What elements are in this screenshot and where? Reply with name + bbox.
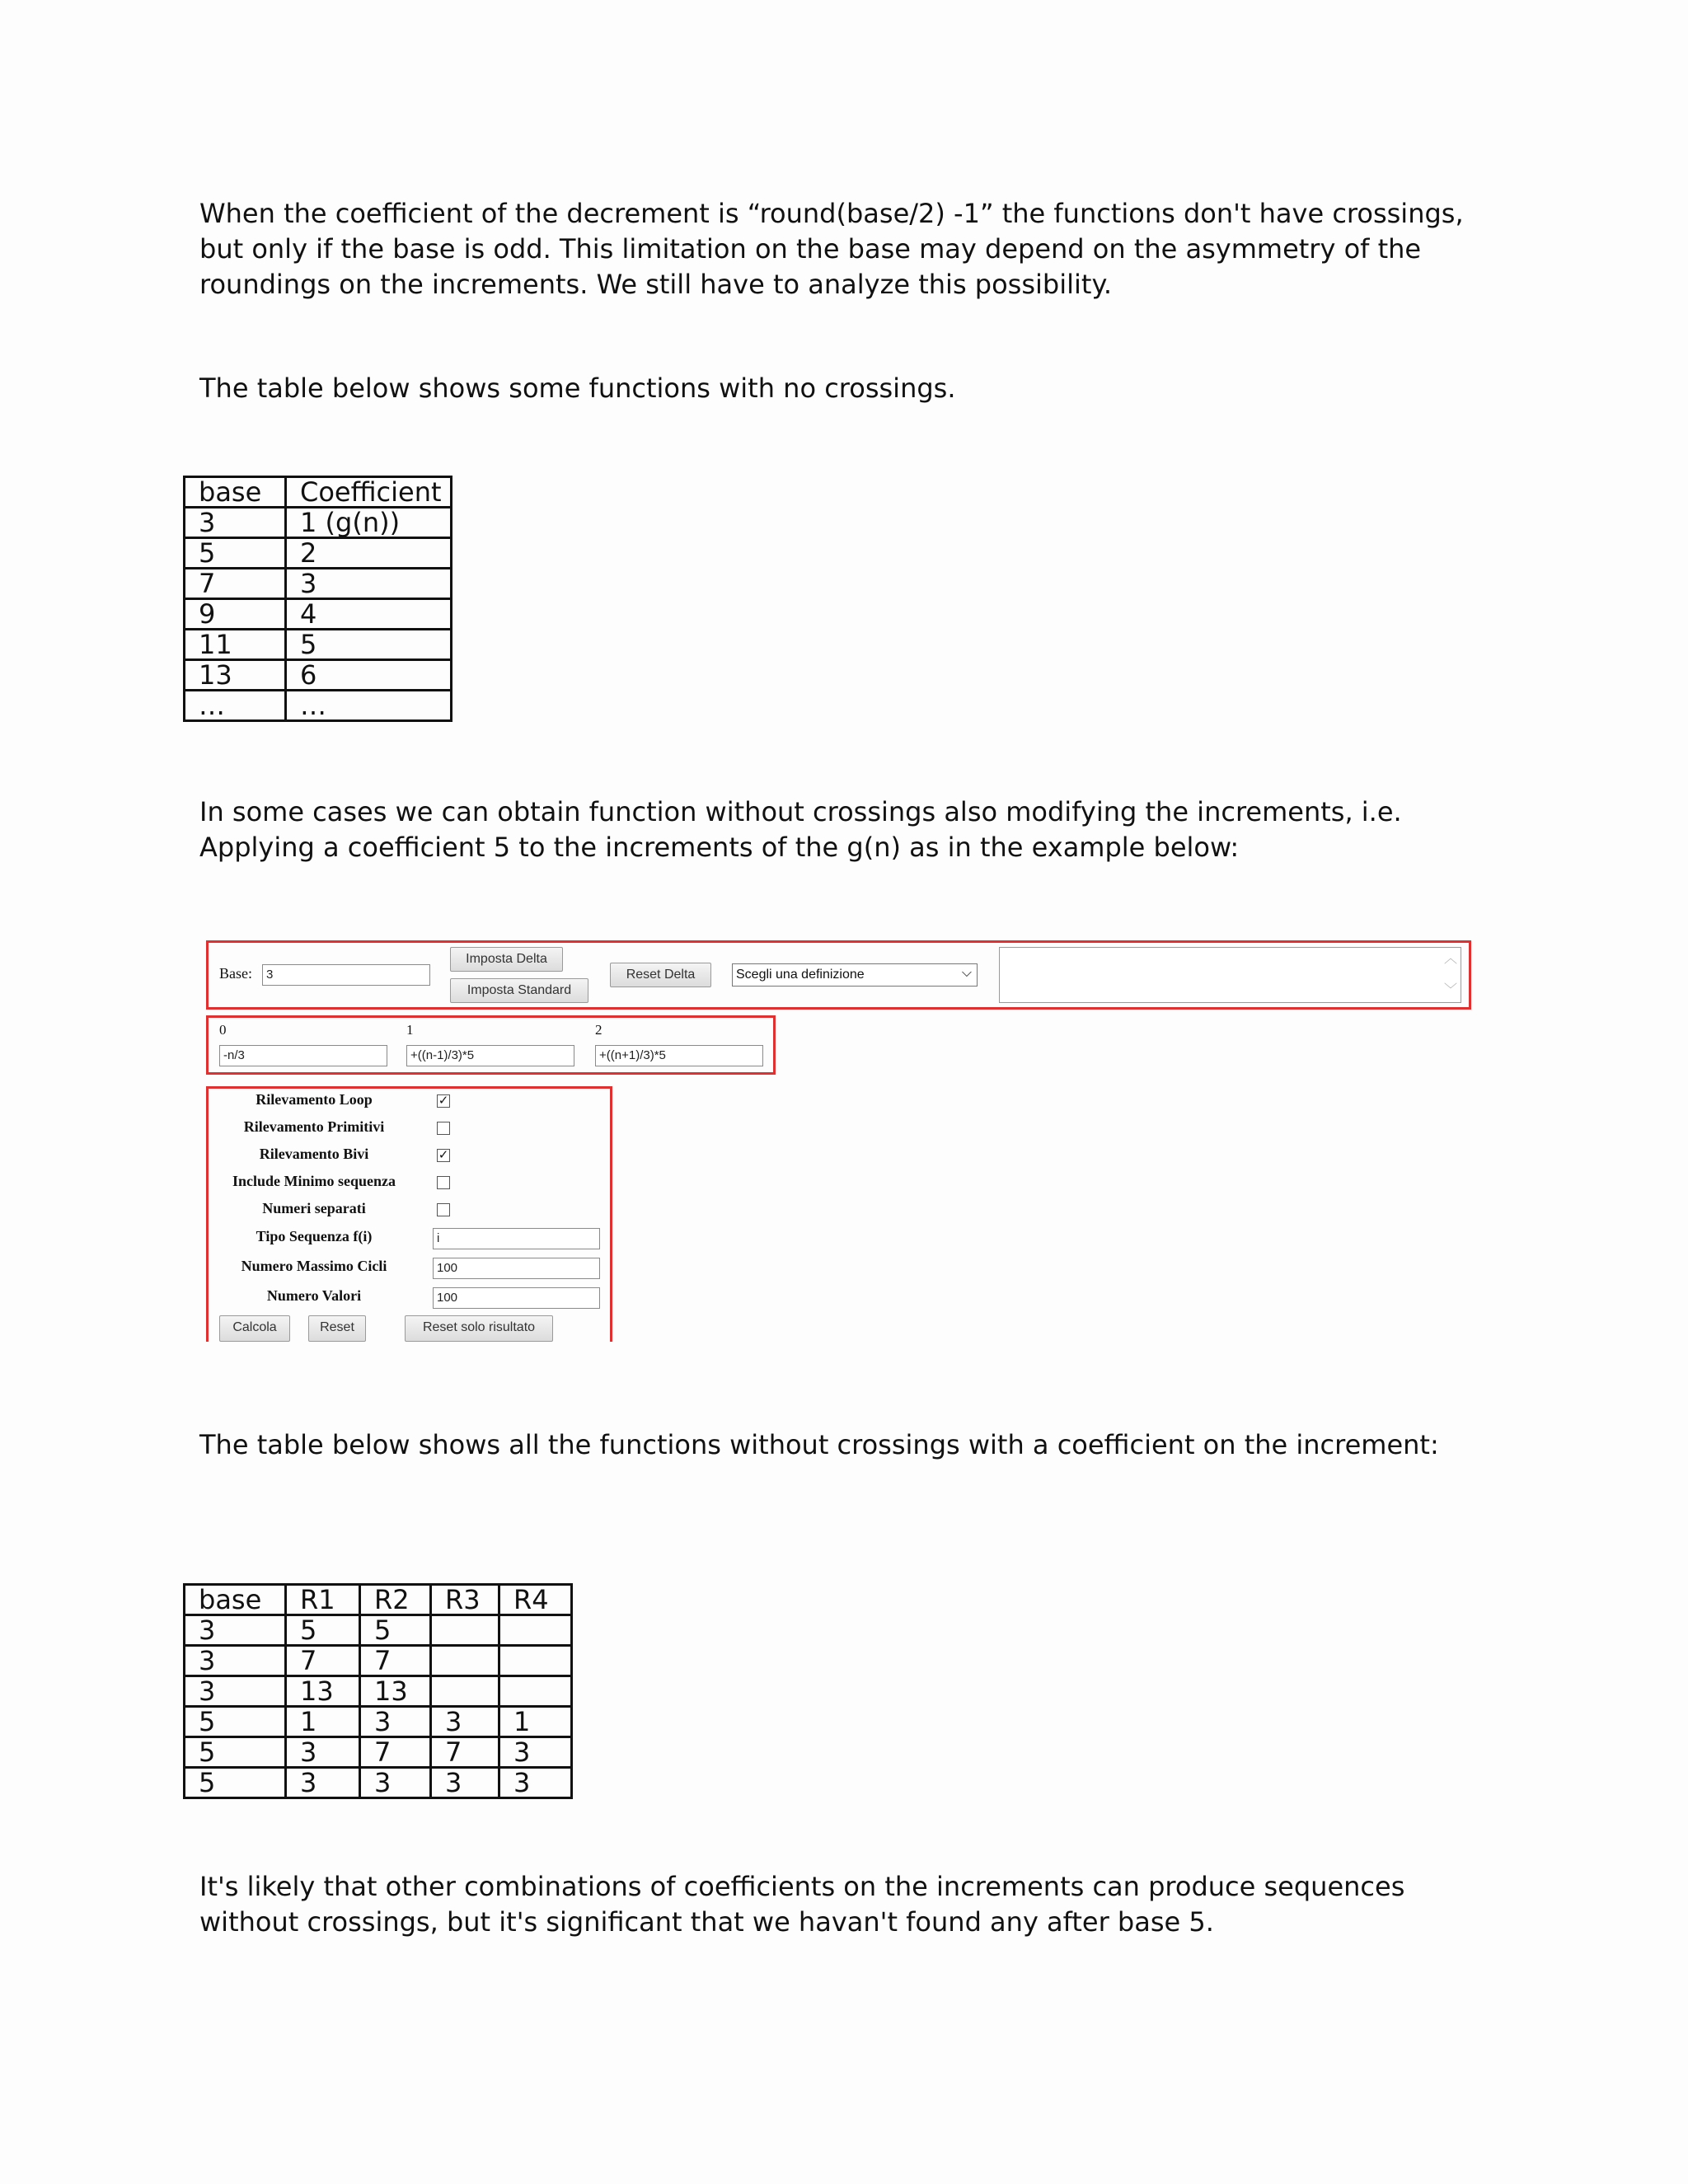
- scroll-down-icon[interactable]: ﹀: [1443, 983, 1457, 997]
- table-cell: 3: [360, 1707, 431, 1737]
- table-cell: 3: [286, 1737, 360, 1768]
- table-row: [185, 691, 452, 721]
- table-cell: 5: [286, 630, 452, 660]
- table-cell: 3: [185, 1676, 286, 1707]
- calcola-button[interactable]: Calcola: [219, 1315, 290, 1342]
- table-cell: 3: [286, 1768, 360, 1798]
- table-cell: [499, 1676, 572, 1707]
- table-header-cell: R2: [360, 1585, 431, 1615]
- option-label-separati: Numeri separati: [262, 1200, 366, 1216]
- table-cell: [499, 1615, 572, 1646]
- table-cell: 9: [185, 599, 286, 630]
- delta-input-2[interactable]: +((n+1)/3)*5: [595, 1045, 763, 1066]
- table-cell: 7: [360, 1737, 431, 1768]
- option-label-primitivi: Rilevamento Primitivi: [243, 1118, 385, 1135]
- checkbox-bivi[interactable]: ✓: [438, 1147, 449, 1162]
- checkbox-separati[interactable]: [437, 1203, 450, 1216]
- calculator-ui-screenshot: [206, 938, 1475, 1342]
- table-row: [185, 1646, 572, 1676]
- table-cell: 5: [360, 1615, 431, 1646]
- reset-delta-button[interactable]: Reset Delta: [610, 963, 711, 987]
- reset-result-button[interactable]: Reset solo risultato: [405, 1315, 553, 1342]
- table-cell: 13: [286, 1676, 360, 1707]
- table-cell: 5: [185, 1707, 286, 1737]
- table-row: [185, 660, 452, 691]
- table-header-cell: R4: [499, 1585, 572, 1615]
- field-label-massimo-cicli: Numero Massimo Cicli: [241, 1258, 387, 1274]
- imposta-standard-button[interactable]: Imposta Standard: [450, 978, 588, 1003]
- table-row: [185, 508, 452, 538]
- table-cell: 5: [185, 538, 286, 569]
- field-label-numero-valori: Numero Valori: [266, 1287, 362, 1304]
- checkbox-loop[interactable]: ✓: [438, 1093, 449, 1108]
- base-input[interactable]: 3: [262, 964, 430, 986]
- delta-input-0[interactable]: -n/3: [219, 1045, 387, 1066]
- table-row: [185, 1707, 572, 1737]
- table-cell: 13: [185, 660, 286, 691]
- table-row: [185, 630, 452, 660]
- delta-input-1[interactable]: +((n-1)/3)*5: [406, 1045, 574, 1066]
- table-row: [185, 599, 452, 630]
- base-label: Base:: [219, 965, 252, 982]
- table-cell: [499, 1646, 572, 1676]
- table-header-row: [185, 1585, 572, 1615]
- massimo-cicli-input[interactable]: 100: [433, 1258, 600, 1279]
- definition-select[interactable]: [732, 963, 978, 987]
- checkbox-minimo[interactable]: [437, 1176, 450, 1189]
- scroll-up-icon[interactable]: ︿: [1443, 952, 1457, 966]
- checkbox-primitivi[interactable]: [437, 1122, 450, 1135]
- table-cell: 3: [286, 569, 452, 599]
- table-cell: 3: [431, 1707, 499, 1737]
- tipo-sequenza-input[interactable]: i: [433, 1228, 600, 1249]
- paragraph-conclusion: It's likely that other combinations of coefficients on the increments can produce sequences without crossings, but it's significant that we havan't found any after base 5.: [199, 1871, 1405, 1938]
- numero-valori-input[interactable]: 100: [433, 1287, 600, 1309]
- table-cell: 3: [185, 508, 286, 538]
- table-base-coefficient: [183, 476, 452, 722]
- table-cell: 3: [431, 1768, 499, 1798]
- table-row: [185, 569, 452, 599]
- table-base-increments: [183, 1583, 573, 1799]
- table-row: [185, 1676, 572, 1707]
- reset-button[interactable]: Reset: [308, 1315, 366, 1342]
- table-cell: 1: [286, 1707, 360, 1737]
- table-cell: 5: [286, 1615, 360, 1646]
- table-cell: 1: [499, 1707, 572, 1737]
- table-header-row: [185, 477, 452, 508]
- option-label-loop: Rilevamento Loop: [256, 1091, 373, 1108]
- table-row: [185, 538, 452, 569]
- paragraph-table2-intro: The table below shows all the functions without crossings with a coefficient on the increment:: [199, 1429, 1439, 1460]
- option-label-minimo: Include Minimo sequenza: [232, 1173, 396, 1189]
- paragraph-table1-intro: The table below shows some functions with no crossings.: [199, 373, 956, 404]
- table-cell: 6: [286, 660, 452, 691]
- table-cell: 2: [286, 538, 452, 569]
- table-cell: 1 (g(n)): [286, 508, 452, 538]
- delta-index-1: 1: [406, 1022, 414, 1038]
- table-header-cell: base: [185, 1585, 286, 1615]
- definition-select-value: Scegli una definizione: [736, 968, 865, 982]
- table-cell: [431, 1615, 499, 1646]
- delta-index-0: 0: [219, 1022, 227, 1038]
- chevron-down-icon: ⌵: [961, 966, 972, 980]
- table-cell: …: [185, 691, 286, 721]
- table-cell: 5: [185, 1768, 286, 1798]
- definition-textarea[interactable]: [999, 947, 1461, 1003]
- table-header-cell: R3: [431, 1585, 499, 1615]
- table-row: [185, 1737, 572, 1768]
- table-row: [185, 1768, 572, 1798]
- paragraph-increments: In some cases we can obtain function without crossings also modifying the increments, i.e. Applying a coefficient 5 to the increments of the g(n) as in the example below:: [199, 796, 1402, 863]
- paragraph-crossings-intro: When the coefficient of the decrement is “round(base/2) -1” the functions don't have crossings, but only if the base is odd. This limitation on the base may depend on the asymmetry of the roundings on the increments. We still have to analyze this possibility.: [199, 198, 1464, 300]
- table-row: [185, 1615, 572, 1646]
- table-cell: 7: [431, 1737, 499, 1768]
- delta-index-2: 2: [595, 1022, 603, 1038]
- table-cell: [431, 1676, 499, 1707]
- table-cell: 3: [499, 1737, 572, 1768]
- table-cell: 7: [360, 1646, 431, 1676]
- table-header-cell: R1: [286, 1585, 360, 1615]
- table-cell: …: [286, 691, 452, 721]
- table-cell: 3: [185, 1646, 286, 1676]
- imposta-delta-button[interactable]: Imposta Delta: [450, 947, 563, 972]
- table-cell: 11: [185, 630, 286, 660]
- field-label-tipo-sequenza: Tipo Sequenza f(i): [256, 1228, 373, 1244]
- table-cell: 4: [286, 599, 452, 630]
- table-cell: 13: [360, 1676, 431, 1707]
- table-cell: 5: [185, 1737, 286, 1768]
- table-header-cell: base: [185, 477, 286, 508]
- table-header-cell: Coefficient: [286, 477, 452, 508]
- table-cell: 3: [499, 1768, 572, 1798]
- option-label-bivi: Rilevamento Bivi: [259, 1146, 369, 1162]
- table-cell: 7: [185, 569, 286, 599]
- table-cell: 3: [360, 1768, 431, 1798]
- table-cell: 3: [185, 1615, 286, 1646]
- table-cell: [431, 1646, 499, 1676]
- table-cell: 7: [286, 1646, 360, 1676]
